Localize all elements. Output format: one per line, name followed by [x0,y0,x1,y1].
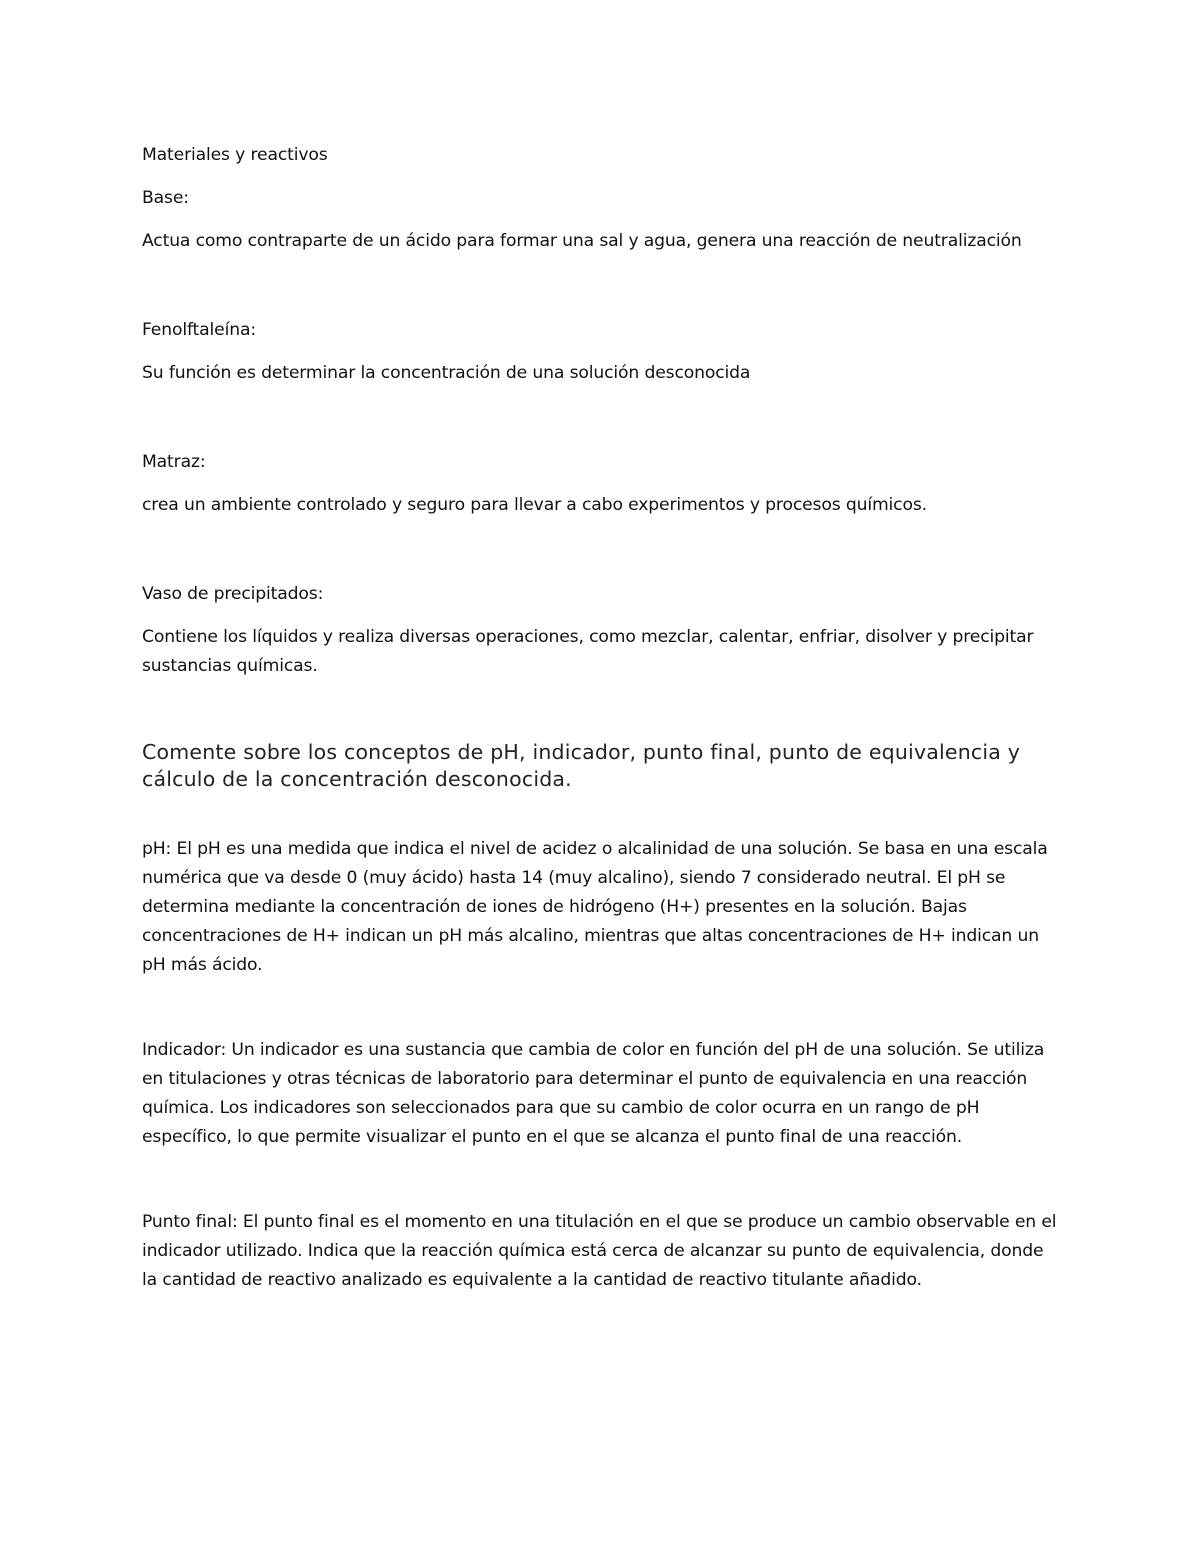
question-heading: Comente sobre los conceptos de pH, indicador, punto final, punto de equivalencia y cálculo de la concentración desconocida. [142,740,1021,791]
answer-punto-final: Punto final: El punto final es el momento en una titulación en el que se produce un cambio observable en el indicador utilizado. Indica que la reacción química está cerca de alcanzar su punto de equivalencia, donde la cantidad de reactivo analizado es equivalente a la cantidad de reactivo titulante añadido. [142,1212,1057,1290]
item-label-fenolftaleina: Fenolftaleína: [142,320,256,340]
item-description-fenolftaleina: Su función es determinar la concentración de una solución desconocida [142,363,751,383]
item-label-matraz: Matraz: [142,452,206,472]
item-description-base: Actua como contraparte de un ácido para formar una sal y agua, genera una reacción de neutralización [142,231,1022,251]
item-label-base: Base: [142,188,189,208]
document-body [142,141,1062,1295]
answer-ph: pH: El pH es una medida que indica el nivel de acidez o alcalinidad de una solución. Se basa en una escala numérica que va desde 0 (muy ácido) hasta 14 (muy alcalino), siendo 7 considerado neutral. El pH se determina mediante la concentración de iones de hidrógeno (H+) presentes en la solución. Bajas concentraciones de H+ indican un pH más alcalino, mientras que altas concentraciones de H+ indican un pH más ácido. [142,839,1048,975]
answer-indicador: Indicador: Un indicador es una sustancia que cambia de color en función del pH de una solución. Se utiliza en titulaciones y otras técnicas de laboratorio para determinar el punto de equivalencia en una reacción química. Los indicadores son seleccionados para que su cambio de color ocurra en un rango de pH específico, lo que permite visualizar el punto en el que se alcanza el punto final de una reacción. [142,1040,1045,1147]
item-description-vaso-de-precipitados: Contiene los líquidos y realiza diversas operaciones, como mezclar, calentar, enfriar, disolver y precipitar sustancias químicas. [142,627,1034,676]
item-description-matraz: crea un ambiente controlado y seguro para llevar a cabo experimentos y procesos químicos. [142,495,927,515]
materials-title: Materiales y reactivos [142,145,328,165]
item-label-vaso-de-precipitados: Vaso de precipitados: [142,584,324,604]
